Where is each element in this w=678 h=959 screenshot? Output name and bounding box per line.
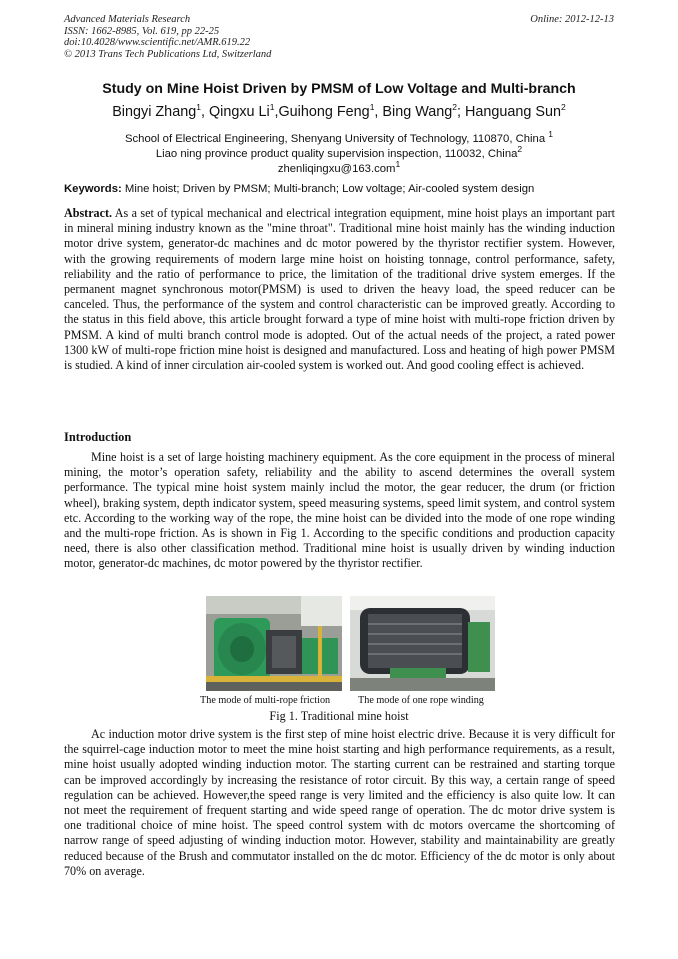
author-sup: 1 — [269, 102, 275, 113]
author-sup: 1 — [196, 102, 201, 113]
author-name: Qingxu Li — [208, 104, 270, 120]
keywords-label: Keywords: — [64, 183, 122, 195]
author-separator: , — [274, 104, 279, 120]
yellow-railing — [206, 676, 342, 682]
introduction-heading: Introduction — [64, 430, 132, 444]
author-separator: , — [374, 104, 383, 120]
affiliation-1 — [40, 129, 638, 145]
author-separator: , — [200, 104, 209, 120]
one-rope-winding-photo — [350, 596, 495, 691]
figure-title: Fig 1. Traditional mine hoist — [269, 709, 409, 723]
doi-line: doi:10.4028/www.scientific.net/AMR.619.22 — [64, 37, 251, 49]
author-sup: 2 — [561, 102, 566, 113]
author-name: Bingyi Zhang — [112, 104, 197, 120]
email-text: zhenliqingxu@163.com — [277, 163, 396, 175]
copyright-line: © 2013 Trans Tech Publications Ltd, Switzerland — [64, 48, 272, 60]
keywords-line — [64, 183, 616, 195]
affiliation-2 — [40, 144, 638, 160]
author-sup: 1 — [369, 102, 375, 113]
author-separator: ; — [457, 104, 466, 120]
affiliation-sup: 1 — [548, 129, 553, 140]
abstract-paragraph — [64, 206, 615, 373]
author-list — [40, 104, 638, 120]
intro-paragraph-2: Ac induction motor drive system is the first step of mine hoist electric drive. Because it is very difficult for the squirrel-cage induction motor to meet the mine hoist starting and high performance requirements, as a result, mine hoist usually adopted winding induction motor. The starting current can be restrained and starting torque can be improved accordingly by increasing the resistance of rotor circuit. By this way, a certain range of speed regulation can be achieved. However,the speed range is very limited and the efficiency is also quite low. It can not meet the requirement of frequent starting and wide speed range of operation. The dc motor drive system is one traditional choice of mine hoist. The speed control system with dc motors overcame the shortcoming of narrow range of speed adjusting of winding induction motor. However, stability and maintainability are greatly reduced because of the Brush and commutator installed on the dc motor. Efficiency of the dc motor is only about 70% on average. — [64, 727, 615, 878]
figure-caption-right: The mode of one rope winding — [358, 695, 484, 706]
affiliation-text: Liao ning province product quality supervision inspection, 110032, China — [155, 148, 518, 160]
author-sup: 2 — [452, 102, 458, 113]
paper-title: Study on Mine Hoist Driven by PMSM of Low Voltage and Multi-branch — [102, 81, 576, 97]
author-name: Guihong Feng — [278, 104, 370, 120]
email-sup: 1 — [395, 159, 401, 170]
online-date: Online: 2012-12-13 — [530, 14, 614, 25]
abstract-text: As a set of typical mechanical and electrical integration equipment, mine hoist plays an important part in mineral mining industry known as the "mine throat". Traditional mine hoist mainly has the winding induction motor drive system, generator-dc machines and dc motor powered by the thyristor rectifier system. However, with the growing requirements of modern large mine hoist on hoisting tonnage, control performance, safety, reliability and the ratio of performance to price, the limitation of the traditional drive system emerges. If the permanent magnet synchronous motor(PMSM) is used to driven the heavy load, the speed reducer can be canceled. Thus, the performance of the system and control characteristic can be improved greatly. According to the status in this field above, this article brought forward a type of mine hoist with multi-rope friction driven by PMSM. A kind of multi branch control mode is adopted. Out of the actual needs of the project, a rated power 1300 kW of multi-rope friction mine hoist is designed and manufactured. Loss and heating of high power PMSM is studied. A kind of inner circulation air-cooled system is worked out. And good cooling effect is achieved. — [64, 206, 615, 373]
multi-rope-friction-photo — [206, 596, 342, 691]
affiliation-sup: 2 — [517, 144, 523, 155]
author-name: Hanguang Sun — [465, 104, 562, 120]
intro-paragraph-1: Mine hoist is a set of large hoisting machinery equipment. As the core equipment in the process of mineral mining, the motor’s operation safety, reliability and the ability to ascend determines the overall system performance. The typical mine hoist system mainly includ the motor, the gear reducer, the drum (or friction wheel), braking system, depth indicator system, speed measuring systems, speed limit system, and control system etc. According to the working way of the rope, the mine hoist can be divided into the mode of one rope winding and the multi-rope friction. As is shown in Fig 1. According to the specific conditions and production capacity need, there is also other classification method. Traditional mine hoist is usually driven by winding induction motor, generator-dc machines, dc motor powered by the thyristor rectifier. — [64, 450, 615, 571]
issn-line: ISSN: 1662-8985, Vol. 619, pp 22-25 — [64, 25, 220, 37]
abstract-label: Abstract. — [64, 206, 113, 220]
contact-email — [40, 159, 638, 175]
author-name: Bing Wang — [382, 104, 453, 120]
affiliation-text: School of Electrical Engineering, Shenyang University of Technology, 110870, China — [125, 133, 546, 145]
journal-header — [64, 14, 271, 60]
figure-caption-left: The mode of multi-rope friction — [200, 695, 331, 706]
journal-name: Advanced Materials Research — [64, 14, 191, 25]
drum-support-frame — [468, 622, 490, 672]
keywords-text: Mine hoist; Driven by PMSM; Multi-branch; Low voltage; Air-cooled system design — [124, 183, 535, 195]
